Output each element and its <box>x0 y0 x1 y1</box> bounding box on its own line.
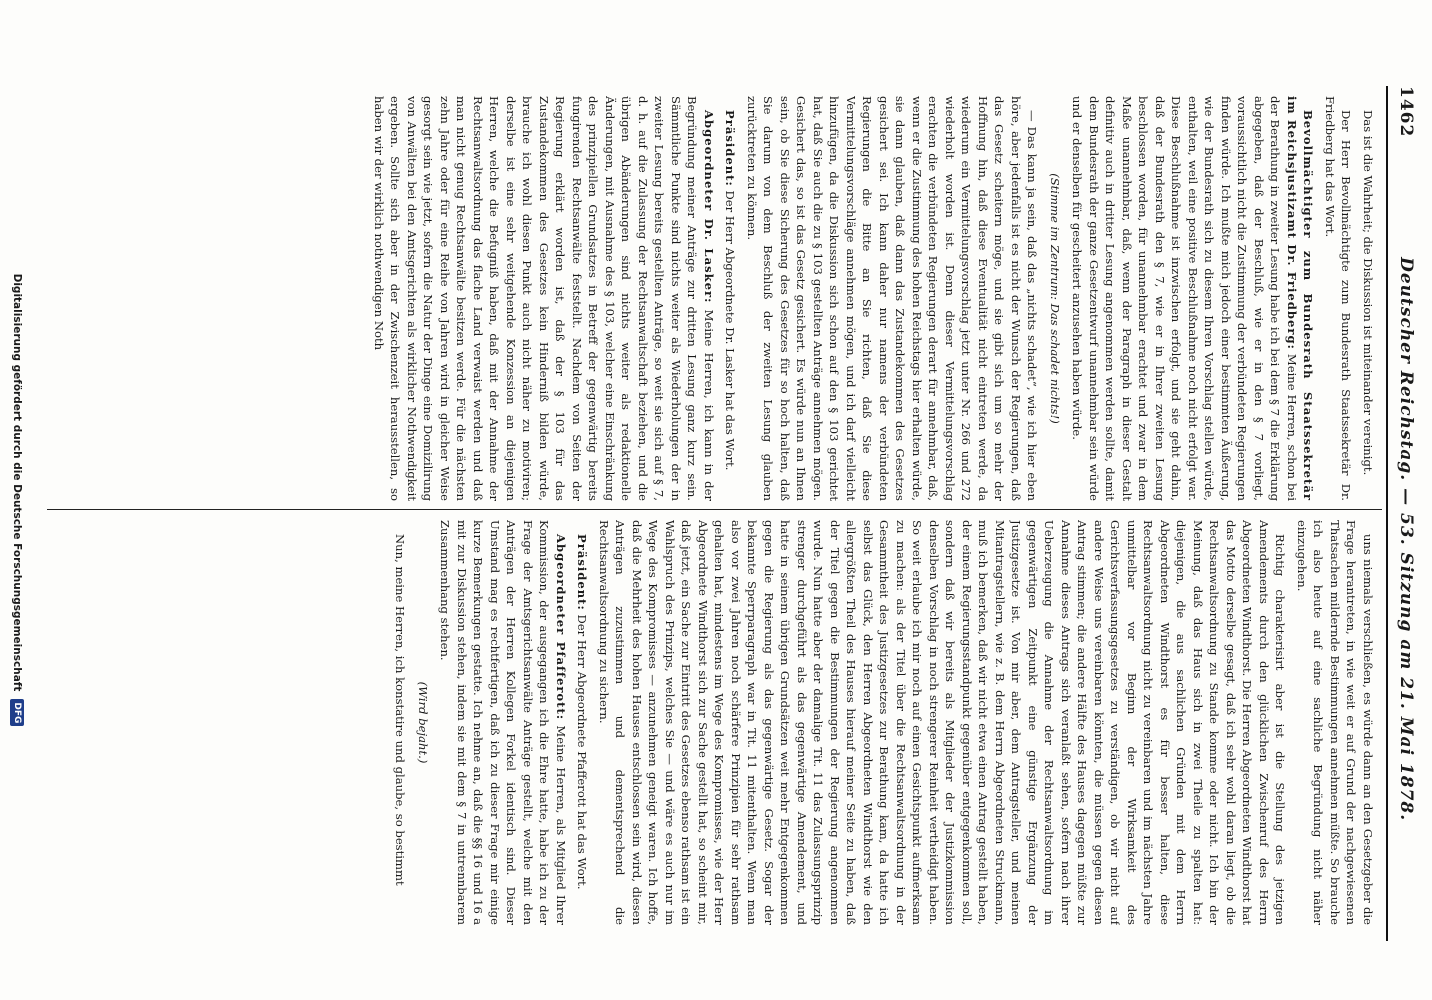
speech-paragraph <box>371 96 718 501</box>
speaker-name: Abgeordneter Dr. Lasker: <box>702 110 716 304</box>
paragraph: — Das kann ja sein, daß das „nichts schadet“, wie ich hier eben höre, aber jedenfalls ist es nicht der Wunsch der Regierungen, daß das Gesetz scheitern möge, und sie gibt sich um so mehr der Hoffnung hin, daß diese Eventualität nicht eintreten werde, da wiederum ein Vermittelungsvorschlag jetzt unter Nr. 266 und 272 wiederholt worden ist. Denn dieser Vermittelungsvorschlag erachten die verbündeten Regierungen derart für annehmbar, daß, wenn er die Zustimmung des hohen Reichstags hier erhalten würde, sie dann glauben, daß dann das Zustandekommen des Gesetzes gesichert sei. Ich kann daher nur namens der verbündeten Regierungen die Bitte an Sie richten, daß Sie diese Vermittelungsvorschläge annehmen mögen, und ich darf vielleicht hinzufügen, da die Diskussion sich schon auf den § 103 gerichtet hat, daß Sie auch die zu § 103 gestellten Anträge annehmen mögen. Gesichert das, so ist das Gesetz gesichert. Es würde nun an Ihnen sein, ob Sie diese Sicherung des Gesetzes für so hoch halten, daß Sie darum von dem Beschluß der zweiten Lesung glauben zurücktreten zu können. <box>745 96 1040 501</box>
speech-text: Der Herr Abgeordnete Dr. Lasker hat das Wort. <box>723 190 738 471</box>
right-text-column <box>56 520 1376 925</box>
speech-text: Meine Herren, ich kann in der Begründung meiner Anträge zur dritten Lesung ganz kurz sein. Sämmtliche Punkte sind nichts weiter als Wiederholungen der in zweiter Lesung bereits gestellten Anträge, so weit sie sich auf § 7, d. h. auf die Zulassung der Rechtsanwaltschaft beziehen, und die übrigen Abänderungen sind nichts weiter als redaktionelle Änderungen, mit Ausnahme des § 103, welcher eine Einschränkung des prinzipiellen Grundsatzes in Betreff der gegenwärtig bereits fungirenden Rechtsanwälte feststellt. Nachdem von Seiten der Regierung erklärt worden ist, daß der § 103 für das Zustandekommen des Gesetzes kein Hinderniß bilden würde, brauche ich wohl diesen Punkt auch nicht näher zu motiviren; derselbe ist eine sehr weitgehende Konzession an diejenigen Herren, welche die Befugniß haben, daß mit der Annahme der Rechtsanwaltsordnung das flache Land verwaist werden und daß man nicht genug Rechtsanwälte besitzen werde. Für die nächsten zehn Jahre oder für eine Reihe von Jahren wird in gleicher Weise gesorgt sein wie jetzt, sofern die Natur der Dinge eine Domizilirung von Anwälten bei den Amtsgerichten als wirklicher Nothwendigkeit ergeben. Sollte sich aber in der Zwischenzeit herausstellen, so haben wir der wirklich nothwendigen Noth <box>372 96 716 501</box>
paragraph: Richtig charakterisirt aber ist die Stellung des jetzigen Amendements durch den glücklichen Zwischenruf des Herrn Abgeordneten Windthorst. Die Herren Abgeordneten Windthorst hat das Motto derselbe gesagt, daß ich sehr wohl daran liegt, ob die Rechtsanwaltsordnung zu Stande komme oder nicht. Ich bin der Meinung, daß das Haus sich in zwei Theile zu spalten hat: diejenigen, die aus sachlichen Gründen mit dem Herrn Abgeordneten Windthorst es für besser halten, diese Rechtsanwaltsordnung nicht zu vereinbaren und im nächsten Jahre unmittelbar vor Beginn der Wirksamkeit des Gerichtsverfassungsgesetzes zu verständigen, ob wir nicht auf andere Weise uns vereinbaren könnten, die müssen gegen diesen Antrag stimmen; die andere Hälfte des Hauses dagegen müßte zur Annahme dieses Antrags sich veranlaßt sehen, sofern nach ihrer Ueberzeugung die Annahme der Rechtsanwaltsordnung im gegenwärtigen Zeitpunkt eine günstige Ergänzung der Justizgesetze ist. Von mir aber, dem Antragsteller, und meinen Mitantragstellern, wie z. B. dem Herrn Abgeordneten Struckmann, muß ich bemerken, daß wir nicht etwa einen Antrag gestellt haben, der einem Regierungsstandpunkt gegenüber entgegenkommen soll, sondern daß wir bereits als Mitglieder der Justizkommission denselben Vorschlag in noch strengerer Reinheit vertheidigt haben. So weit erlaube ich mir noch auf einen Gesichtspunkt aufmerksam zu machen: als der Titel über die Rechtsanwaltsordnung in der Gesammtheit des Justizgesetzes zur Berathung kam, da hatte ich selbst das Glück, den Herren Abgeordneten Windthorst wie den allergrößten Theil des Hauses hierauf meiner Seite zu haben, daß der Titel gegen die Bestimmungen der Regierung angenommen wurde. Nun hatte aber der damalige Tit. 11 das Zulassungsprinzip strenger durchgeführt als das gegenwärtige Amendement, und hatte in seinem übrigen Grundsätzen weit mehr Entgegenkommen gegen die Regierung als das gegenwärtige Gesetz. Sogar der bekannte Sperrparagraph war in Tit. 11 mitenthalten. Wenn man also vor zwei Jahren noch schärfere Prinzipien für sehr rathsam gehalten hat, mindestens im Wege des Kompromisses, wie der Herr Abgeordnete Windthorst sich zur Sache gestellt hat, so scheint mir, daß jetzt, ein Sache zur Eintritt des Gesetzes ebenso rathsam ist ein Wahlspruch des Prinzips, welches Sie — und wäre es auch nur im Wege des Kompromisses — anzunehmen geneigt waren. Ich hoffe, daß die Mehrheit des hohen Hauses entschlossen sein wird, diesen Anträgen zuzustimmen und dementsprechend die Rechtsanwaltsordnung zu sichern. <box>597 520 1288 925</box>
paragraph: Der Herr Bevollmächtigte zum Bundesrath Staatssekretär Dr. Friedberg hat das Wort. <box>1323 96 1354 501</box>
column-divider <box>47 509 1382 510</box>
page-number: 1462 <box>1396 86 1416 138</box>
speech-text: Meine Herren, schon bei der Berathung in zweiter Lesung habe ich bei dem § 7 die Erklärung abgegeben, daß der Beschluß, wie er in den § 7 vorliegt, voraussichtlich nicht die Zustimmung der verbündeten Regierungen finden würde. Ich mußte mich jedoch einer bestimmten Äußerung, wie der Bundesrath sich zu diesem Ihren Vorschlag stellen würde, enthalten, weil eine positive Beschlußnahme noch nicht erfolgt war. Diese Beschlußnahme ist inzwischen erfolgt, und sie geht dahin, daß der Bundesrath den § 7, wie er in Ihrer zweiten Lesung beschlossen worden, für unannehmbar erachtet und zwar in dem Maße unannehmbar, daß, wenn der Paragraph in dieser Gestalt definitiv auch in dritter Lesung angenommen werden sollte, damit dem Bundesrath der ganze Gesetzentwurf unannehmbar sein würde und er denselben für gescheitert anzusehen haben würde. <box>1070 96 1299 501</box>
page-running-title: Deutscher Reichstag. — 53. Sitzung am 21. Mai 1878. <box>1396 257 1416 822</box>
digitization-credit <box>5 0 29 1000</box>
paragraph: uns niemals verschließen, es würde dann an den Gesetzgeber die Frage herantreten, in wie weit er auf Grund der nachgewiesenen Thatsachen mildernde Bestimmungen annehmen müßte. So brauche ich also heute auf eine sachliche Begründung nicht näher einzugehen. <box>1295 520 1375 925</box>
interjection: (Wird bejaht.) <box>416 681 430 764</box>
speech-paragraph <box>1069 96 1317 501</box>
paragraph: Nun, meine Herren, ich konstatire und glaube, so bestimmt <box>393 534 408 886</box>
speech-paragraph <box>574 520 591 925</box>
left-text-column <box>56 96 1376 501</box>
interjection: (Stimme im Zentrum: Das schadet nichts!) <box>1048 173 1062 424</box>
speaker-name: Bevollmächtigter zum Bundesrath Staatssekretär im Reichsjustizamt Dr. Friedberg: <box>1285 96 1316 501</box>
speech-paragraph <box>437 520 569 925</box>
speech-text: Meine Herren, als Mitglied Ihrer Kommission, der ausgegangen ich die Ehre hatte, habe ich zu der Frage der Amtsgerichtsanwälte Anträge gestellt, welche mit den Anträgen der Herren Kollegen Forkel identisch sind. Dieser Umstand mag es rechtfertigen, daß ich zu dieser Frage mir einige kurze Bemerkungen gestatte. Ich nehme an, daß die §§ 16 und 16 a mit zur Diskussion stehen, indem sie mit dem § 7 in untrennbarem Zusammenhang stehen. <box>438 520 568 925</box>
page-header <box>1386 86 1424 941</box>
speaker-name: Präsident: <box>575 534 590 611</box>
speaker-name: Abgeordneter Pfafferott: <box>554 534 568 721</box>
speech-paragraph <box>722 96 739 501</box>
speaker-name: Präsident: <box>723 110 738 187</box>
credit-text: Digitalisierung gefördert durch die Deutsche Forschungsgemeinschaft <box>11 273 23 692</box>
paragraph: Das ist die Wahrheit; die Diskussion ist miteinander vereinigt. <box>1361 110 1375 476</box>
speech-text: Der Herr Abgeordnete Pfafferott hat das Wort. <box>575 614 590 890</box>
dfg-logo: DFG <box>10 699 24 726</box>
